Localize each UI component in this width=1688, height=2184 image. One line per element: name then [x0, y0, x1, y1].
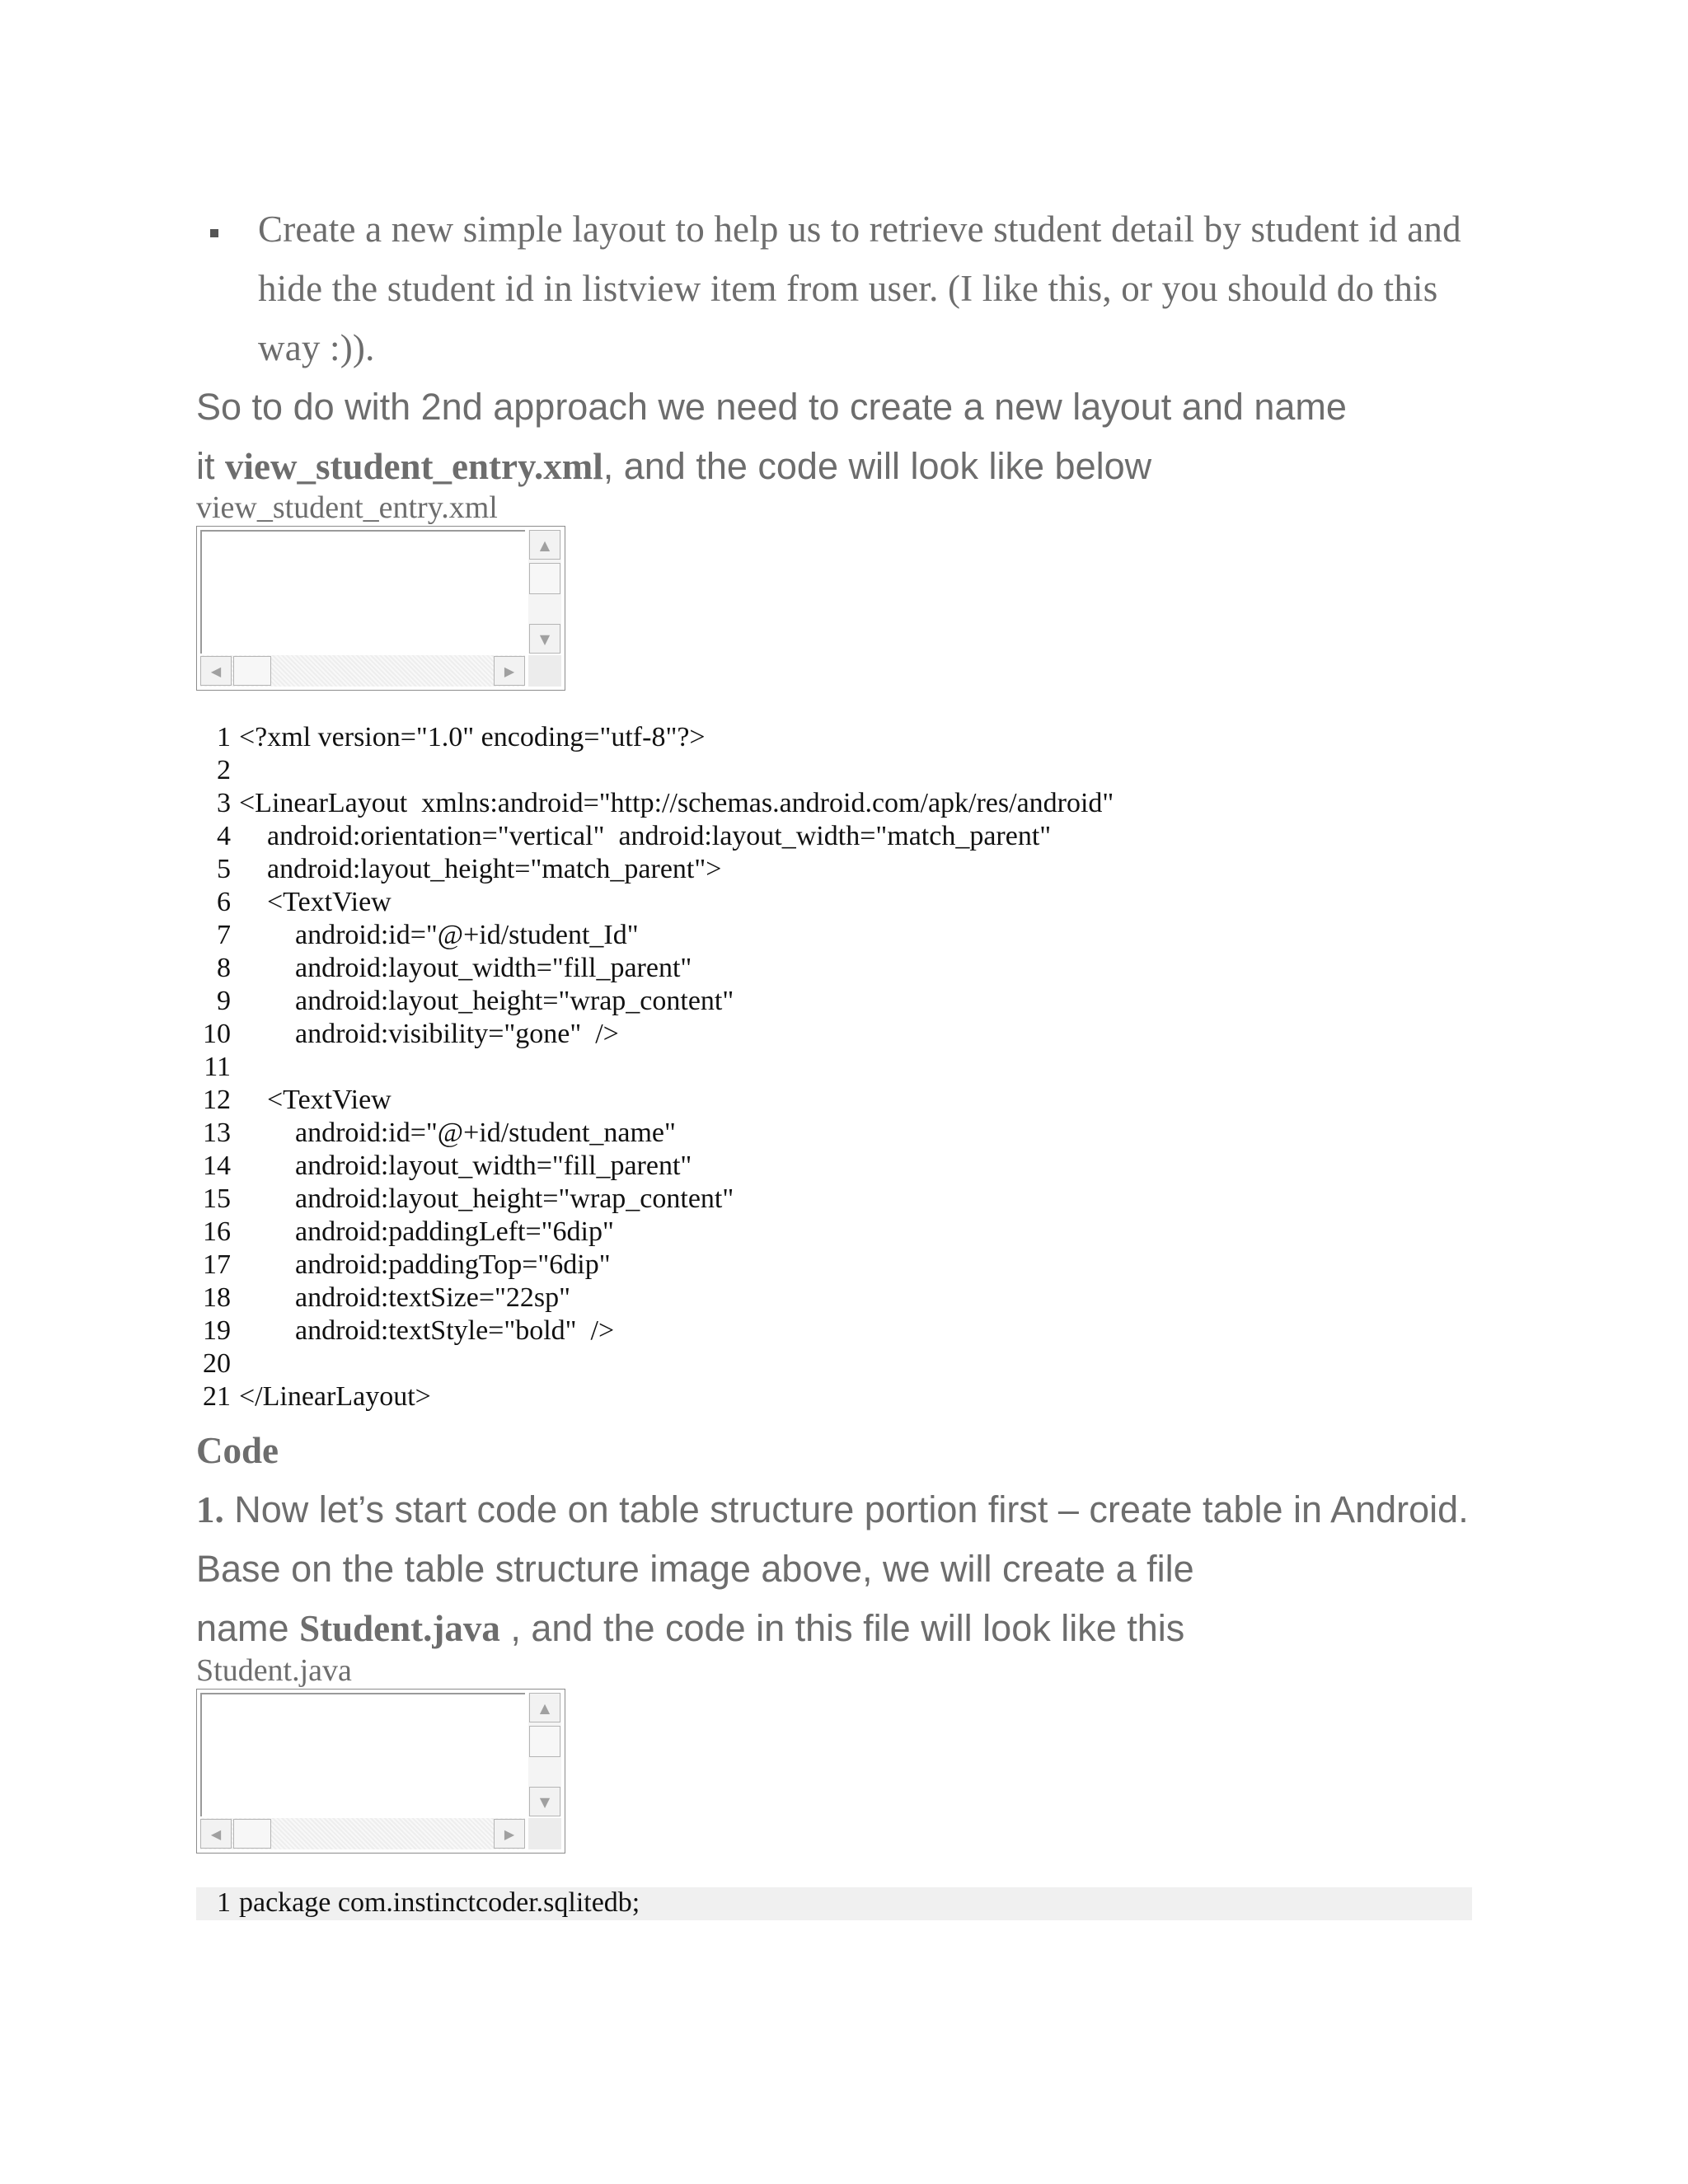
code-line-text: </LinearLayout>: [239, 1381, 431, 1412]
scroll-down-icon[interactable]: ▼: [529, 624, 560, 654]
horizontal-scrollbar[interactable]: [200, 1818, 525, 1849]
bullet-text-line-3: way :)).: [258, 327, 375, 368]
code-line-number: 14: [203, 1151, 231, 1181]
code-line: [196, 788, 1114, 821]
textarea-body[interactable]: [200, 1693, 525, 1816]
horizontal-scroll-thumb[interactable]: [233, 1819, 271, 1849]
step1-line-3-suffix: , and the code in this file will look like this: [499, 1607, 1185, 1649]
scrollbar-corner: [528, 655, 561, 687]
scroll-left-icon[interactable]: ◀: [200, 1819, 232, 1849]
code-line-number: 9: [217, 986, 231, 1016]
bullet-marker-icon: [210, 229, 218, 237]
code-line: [196, 1315, 614, 1348]
code-line: [196, 953, 692, 986]
caption-student-java: Student.java: [196, 1653, 352, 1688]
code-line-number: 15: [203, 1183, 231, 1214]
step1-filename: Student.java: [299, 1608, 500, 1649]
code-line-number: 8: [217, 953, 231, 983]
code-line: [196, 722, 706, 755]
code-line: [196, 854, 721, 887]
code-line-text: android:textStyle="bold" />: [239, 1315, 615, 1346]
scroll-up-icon[interactable]: ▲: [529, 1693, 560, 1722]
code-line-number: 6: [217, 887, 231, 917]
vertical-scrollbar[interactable]: [528, 530, 561, 654]
code-line-number: 21: [203, 1381, 231, 1412]
code-line: [196, 1887, 1472, 1920]
code-line-text: android:layout_height="wrap_content": [239, 1183, 734, 1214]
scroll-left-icon[interactable]: ◀: [200, 656, 232, 686]
code-line-text: android:paddingLeft="6dip": [239, 1216, 614, 1247]
code-textarea-2[interactable]: [196, 1689, 565, 1854]
intro-filename: view_student_entry.xml: [225, 446, 603, 487]
code-line-text: android:id="@+id/student_name": [239, 1118, 676, 1148]
intro-line-2-prefix: it: [196, 445, 226, 487]
code-line-text: <TextView: [239, 1085, 392, 1115]
code-line: [196, 1085, 392, 1118]
code-line-text: <TextView: [239, 887, 392, 917]
code-line: [196, 755, 239, 788]
scroll-right-icon[interactable]: ▶: [494, 656, 525, 686]
vertical-scroll-thumb[interactable]: [529, 563, 560, 594]
code-line: [196, 920, 639, 953]
step1-number: 1.: [196, 1489, 224, 1530]
code-line: [196, 1118, 676, 1151]
code-line: [196, 1019, 619, 1052]
code-line-number: 11: [204, 1052, 231, 1082]
vertical-scrollbar[interactable]: [528, 1693, 561, 1816]
code-line: [196, 1183, 734, 1216]
code-line-text: <?xml version="1.0" encoding="utf-8"?>: [239, 722, 706, 752]
caption-view-student-entry: view_student_entry.xml: [196, 490, 498, 525]
code-line: [196, 986, 734, 1019]
code-line-text: android:textSize="22sp": [239, 1282, 570, 1313]
scroll-down-icon[interactable]: ▼: [529, 1787, 560, 1816]
code-line-number: 12: [203, 1085, 231, 1115]
code-line: [196, 1052, 239, 1085]
code-line-number: 20: [203, 1348, 231, 1379]
code-textarea-1[interactable]: [196, 526, 565, 691]
code-line-text: android:layout_width="fill_parent": [239, 953, 692, 983]
code-line-number: 7: [217, 920, 231, 950]
code-line-number: 5: [217, 854, 231, 884]
code-line-number: 13: [203, 1118, 231, 1148]
scroll-right-icon[interactable]: ▶: [494, 1819, 525, 1849]
bullet-text-line-2: hide the student id in listview item from user. (I like this, or you should do this: [258, 268, 1438, 309]
code-line: [196, 1348, 239, 1381]
code-line-number: 10: [203, 1019, 231, 1049]
code-line-text: android:layout_height="match_parent">: [239, 854, 722, 884]
scroll-up-icon[interactable]: ▲: [529, 530, 560, 560]
code-line-text: android:orientation="vertical" android:layout_width="match_parent": [239, 821, 1052, 851]
intro-line-2: [196, 445, 1151, 488]
scrollbar-corner: [528, 1818, 561, 1849]
code-line-text: android:layout_width="fill_parent": [239, 1151, 692, 1181]
horizontal-scroll-thumb[interactable]: [233, 656, 271, 686]
code-line-text: android:id="@+id/student_Id": [239, 920, 639, 950]
intro-line-1: So to do with 2nd approach we need to create a new layout and name: [196, 386, 1347, 428]
code-line-text: android:layout_height="wrap_content": [239, 986, 734, 1016]
code-line: [196, 1282, 570, 1315]
code-line: [196, 1216, 614, 1249]
code-line: [196, 1151, 692, 1183]
code-line-number: 1: [217, 722, 231, 752]
code-line-number: 2: [217, 755, 231, 785]
horizontal-scrollbar[interactable]: [200, 655, 525, 687]
step1-line-1: [196, 1488, 1469, 1531]
step1-line-3: [196, 1607, 1184, 1650]
vertical-scroll-thumb[interactable]: [529, 1726, 560, 1757]
code-line-number: 19: [203, 1315, 231, 1346]
intro-line-2-suffix: , and the code will look like below: [603, 445, 1152, 487]
step1-line-3-prefix: name: [196, 1607, 300, 1649]
step1-line-1-text: Now let’s start code on table structure portion first – create table in Android.: [223, 1488, 1469, 1530]
code-line-number: 3: [217, 788, 231, 818]
code-line-number: 1: [217, 1887, 231, 1918]
code-line-number: 4: [217, 821, 231, 851]
code-line: [196, 1381, 431, 1414]
step1-line-2: Base on the table structure image above, we will create a file: [196, 1548, 1194, 1590]
code-line-number: 16: [203, 1216, 231, 1247]
code-line-text: <LinearLayout xmlns:android="http://schemas.android.com/apk/res/android": [239, 788, 1114, 818]
code-line: [196, 1249, 611, 1282]
code-line-text: android:visibility="gone" />: [239, 1019, 619, 1049]
code-line-number: 17: [203, 1249, 231, 1280]
code-line-number: 18: [203, 1282, 231, 1313]
code-line-text: android:paddingTop="6dip": [239, 1249, 611, 1280]
code-line: [196, 887, 392, 920]
section-heading-code: Code: [196, 1430, 279, 1471]
code-line-text: package com.instinctcoder.sqlitedb;: [239, 1887, 640, 1918]
code-line: [196, 821, 1051, 854]
bullet-text-line-1: Create a new simple layout to help us to retrieve student detail by student id and: [258, 209, 1461, 250]
textarea-body[interactable]: [200, 530, 525, 654]
